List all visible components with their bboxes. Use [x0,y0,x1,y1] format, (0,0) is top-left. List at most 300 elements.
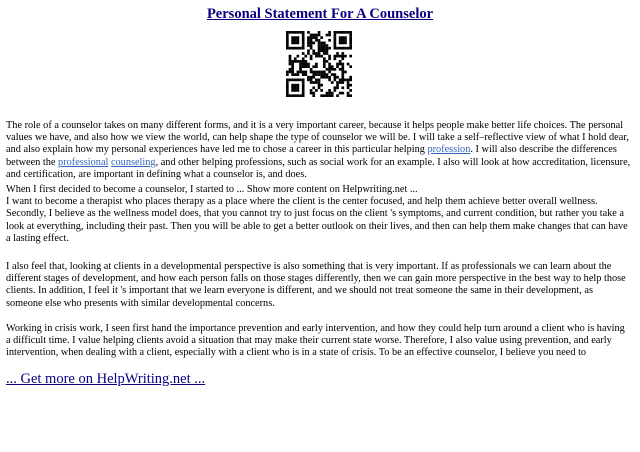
qr-module [349,55,352,58]
qr-module [299,79,302,82]
qr-module [302,89,305,92]
qr-module [304,63,307,66]
qr-module [328,47,331,50]
qr-module [339,55,342,58]
qr-module [289,79,292,82]
paragraph-intro [6,120,631,181]
qr-module [339,81,342,84]
link-professional[interactable]: professional [58,156,109,168]
paragraph-decision [6,184,631,245]
qr-module [286,73,289,76]
qr-module [344,39,347,42]
qr-module [297,60,300,63]
get-more-link[interactable]: ... Get more on HelpWriting.net ... [6,371,206,387]
qr-module [304,71,307,74]
qr-module [302,47,305,50]
qr-module [307,63,310,66]
qr-module [294,89,297,92]
qr-module [336,86,339,89]
qr-module [291,68,294,71]
qr-module [320,55,323,58]
qr-module [334,55,337,58]
qr-module [323,60,326,63]
qr-module [286,86,289,89]
qr-module [315,81,318,84]
qr-module [291,71,294,74]
paragraph-intro-text-3: , and other helping professions, such as social work for an example. I also will look at how accreditation, licensure, and certification, are important in defining what a counselor is, and does. [6,156,631,180]
qr-module [294,73,297,76]
qr-module [326,34,329,37]
qr-module [347,94,350,97]
qr-module [289,94,292,97]
qr-module [297,79,300,82]
qr-module [323,57,326,60]
qr-module [299,65,302,68]
qr-module [339,79,342,82]
qr-module [347,63,350,66]
qr-module [289,57,292,60]
qr-module [315,36,318,39]
qr-module [349,65,352,68]
qr-module [297,89,300,92]
qr-module [312,81,315,84]
qr-module [286,44,289,47]
qr-module [286,39,289,42]
qr-module [347,31,350,34]
paragraph-crisis-work: Working in crisis work, I seen first hand the importance prevention and early intervention, and how they could help turn around a client who is having a difficult time. I value helping clients avoid a situation that may make their current state worse. Therefore, I also value using prevention, and early intervention, when dealing with a client, especially with a client who is in a state of crisis. To be an effective counselor, I believe you need to [6,323,625,359]
qr-module [291,86,294,89]
qr-module [289,47,292,50]
paragraph-intro-text-1: The role of a counselor takes on many different forms, and it is a very important career, because it helps people make better life choices. The personal values we have, and also how we view the world, can help shape the type of counselor we will be. I will take a self–reflective view of what I hold dear, and also explain how my personal experiences have led me to chose a career in this particular helping [6,120,629,156]
qr-module [336,84,339,87]
qr-module [339,42,342,45]
qr-module [336,52,339,55]
qr-module [302,63,305,66]
qr-module [318,49,321,52]
qr-module [307,49,310,52]
qr-module [318,86,321,89]
qr-module [328,89,331,92]
qr-module [331,73,334,76]
qr-module [312,92,315,95]
qr-module [334,36,337,39]
qr-module [302,42,305,45]
qr-module [315,39,318,42]
qr-module [347,86,350,89]
qr-module [318,71,321,74]
qr-module [334,68,337,71]
qr-module [310,39,313,42]
qr-module [310,79,313,82]
qr-module [328,76,331,79]
qr-module [320,49,323,52]
qr-module [334,73,337,76]
qr-module [339,68,342,71]
qr-module [341,79,344,82]
qr-module [323,44,326,47]
qr-module [286,84,289,87]
qr-module [323,76,326,79]
qr-module [289,63,292,66]
qr-module [323,94,326,97]
qr-module [312,76,315,79]
qr-module [291,36,294,39]
qr-module [336,47,339,50]
title-link[interactable]: Personal Statement For A Counselor [206,6,434,22]
qr-module [304,65,307,68]
qr-module [312,36,315,39]
qr-module [294,47,297,50]
qr-module [341,57,344,60]
qr-module [341,42,344,45]
qr-module [294,31,297,34]
qr-module [302,34,305,37]
qr-module [302,94,305,97]
qr-module [328,65,331,68]
qr-module [331,94,334,97]
qr-module [331,81,334,84]
qr-module [320,89,323,92]
qr-module [318,39,321,42]
qr-module [341,76,344,79]
qr-module [331,92,334,95]
qr-module [297,39,300,42]
qr-module [336,55,339,58]
qr-module [312,34,315,37]
qr-module [339,39,342,42]
qr-module [315,65,318,68]
qr-module [328,31,331,34]
qr-module [326,94,329,97]
qr-module [341,68,344,71]
qr-module [328,63,331,66]
qr-module [320,94,323,97]
qr-module [334,44,337,47]
qr-module [341,52,344,55]
paragraph-intro-text-2: . I will also describe the differences between the [6,144,617,168]
qr-module [336,76,339,79]
qr-module [320,73,323,76]
qr-module [299,47,302,50]
qr-module [289,68,292,71]
qr-module [318,84,321,87]
qr-module [302,39,305,42]
qr-module [307,31,310,34]
qr-module [323,42,326,45]
qr-module [320,47,323,50]
qr-module [334,76,337,79]
qr-module [315,71,318,74]
qr-module [302,52,305,55]
qr-module [349,76,352,79]
qr-module [328,39,331,42]
qr-module [341,92,344,95]
qr-module [328,57,331,60]
qr-module [347,47,350,50]
qr-module [326,76,329,79]
qr-module [307,79,310,82]
qr-module [286,89,289,92]
qr-module [310,42,313,45]
qr-code-icon [286,31,352,97]
qr-module [310,47,313,50]
qr-module [326,73,329,76]
qr-module [315,89,318,92]
qr-module [349,89,352,92]
qr-module [328,71,331,74]
qr-module [286,94,289,97]
qr-module [291,47,294,50]
qr-module [286,42,289,45]
qr-module [302,81,305,84]
qr-module [326,92,329,95]
qr-module [310,55,313,58]
qr-module [310,81,313,84]
qr-module [310,34,313,37]
qr-module [294,84,297,87]
qr-module [289,71,292,74]
qr-module [323,71,326,74]
qr-module [297,36,300,39]
qr-module [291,84,294,87]
qr-module [318,81,321,84]
link-counseling[interactable]: counseling [110,156,156,168]
qr-module [344,47,347,50]
qr-module [334,86,337,89]
qr-module [318,44,321,47]
qr-module [347,81,350,84]
qr-module [286,47,289,50]
qr-module [347,92,350,95]
qr-module [297,84,300,87]
qr-module [334,42,337,45]
qr-module [326,52,329,55]
qr-module [302,73,305,76]
qr-module [312,52,315,55]
qr-module [336,81,339,84]
qr-module [341,55,344,58]
qr-module [289,55,292,58]
qr-module [286,36,289,39]
qr-module [349,44,352,47]
qr-module [339,47,342,50]
qr-module [310,68,313,71]
qr-module [302,92,305,95]
qr-module [312,71,315,74]
qr-code-graphic [286,31,352,97]
qr-module [339,60,342,63]
qr-module [344,31,347,34]
qr-module [318,73,321,76]
qr-module [312,65,315,68]
qr-module [307,42,310,45]
qr-module [289,31,292,34]
qr-module [291,65,294,68]
qr-module [286,79,289,82]
qr-module [315,34,318,37]
qr-module [302,65,305,68]
qr-module [307,65,310,68]
qr-module [323,49,326,52]
qr-module [341,39,344,42]
qr-module [328,92,331,95]
qr-module [323,73,326,76]
paragraph-developmental: I also feel that, looking at clients in a developmental perspective is also something that is very important. If as professionals we can learn about the different stages of development, and how each person falls on those stages differently, then we can gain more perspective in the best way to help those clients. In addition, I feel it 's important that we learn everyone is different, and we should not treat someone the same in their development, as someone else who presents with similar developmental concerns. [6,261,626,309]
qr-module [347,79,350,82]
qr-module [349,84,352,87]
qr-module [328,55,331,58]
qr-module [307,76,310,79]
qr-module [326,47,329,50]
qr-module [331,65,334,68]
qr-module [302,57,305,60]
qr-module [341,63,344,66]
qr-module [315,79,318,82]
qr-module [302,60,305,63]
qr-module [318,47,321,50]
qr-module [302,44,305,47]
qr-module [299,71,302,74]
qr-module [318,31,321,34]
qr-module [294,86,297,89]
qr-module [294,36,297,39]
qr-module [320,76,323,79]
qr-module [297,73,300,76]
qr-module [297,94,300,97]
qr-module [291,89,294,92]
qr-module [318,52,321,55]
qr-module [294,60,297,63]
get-more-section [6,371,205,388]
qr-module [304,60,307,63]
qr-module [341,65,344,68]
qr-module [307,39,310,42]
qr-module [294,42,297,45]
qr-module [307,44,310,47]
qr-module [339,36,342,39]
qr-module [310,36,313,39]
qr-module [297,31,300,34]
qr-module [336,31,339,34]
qr-module [310,76,313,79]
qr-module [294,39,297,42]
qr-module [299,60,302,63]
qr-module [312,86,315,89]
qr-module [339,92,342,95]
qr-module [349,47,352,50]
qr-module [286,31,289,34]
qr-module [291,94,294,97]
qr-module [304,73,307,76]
qr-module [344,55,347,58]
qr-module [291,73,294,76]
qr-module [307,36,310,39]
qr-module [310,71,313,74]
qr-module [349,94,352,97]
qr-module [294,79,297,82]
qr-module [312,49,315,52]
qr-module [341,31,344,34]
qr-module [334,89,337,92]
qr-module [326,49,329,52]
qr-module [310,89,313,92]
qr-module [347,84,350,87]
qr-module [349,79,352,82]
link-profession[interactable]: profession [427,144,471,156]
qr-module [328,34,331,37]
qr-module [291,79,294,82]
qr-module [334,34,337,37]
qr-module [349,39,352,42]
qr-module [344,79,347,82]
qr-module [299,94,302,97]
qr-module [310,44,313,47]
qr-module [297,71,300,74]
qr-module [297,86,300,89]
qr-module [318,34,321,37]
qr-module [315,63,318,66]
qr-module [297,47,300,50]
qr-module [307,52,310,55]
qr-module [336,94,339,97]
qr-module [341,36,344,39]
qr-module [334,47,337,50]
qr-module [341,47,344,50]
paragraph-decision-line-1: When I first decided to become a counselor, I started to ... Show more content on Helpwriting.net ... [6,184,418,195]
qr-module [286,81,289,84]
qr-module [339,63,342,66]
qr-module [341,86,344,89]
qr-module [291,31,294,34]
qr-module [323,52,326,55]
qr-module [302,31,305,34]
qr-module [302,36,305,39]
qr-module [349,31,352,34]
qr-module [302,86,305,89]
qr-module [289,60,292,63]
qr-module [341,73,344,76]
qr-module [320,42,323,45]
qr-module [318,42,321,45]
qr-module [312,73,315,76]
qr-module [286,92,289,95]
qr-module [334,39,337,42]
qr-module [328,94,331,97]
qr-module [336,65,339,68]
qr-module [320,84,323,87]
qr-module [299,68,302,71]
qr-module [315,52,318,55]
qr-module [344,36,347,39]
qr-module [291,39,294,42]
qr-module [336,63,339,66]
qr-module [302,79,305,82]
qr-module [310,92,313,95]
qr-module [341,71,344,74]
qr-module [304,55,307,58]
qr-module [312,42,315,45]
qr-module [297,42,300,45]
qr-module [291,60,294,63]
qr-module [291,42,294,45]
qr-module [323,63,326,66]
qr-module [320,71,323,74]
qr-module [328,68,331,71]
qr-module [323,47,326,50]
qr-module [349,34,352,37]
qr-module [328,79,331,82]
qr-module [294,57,297,60]
